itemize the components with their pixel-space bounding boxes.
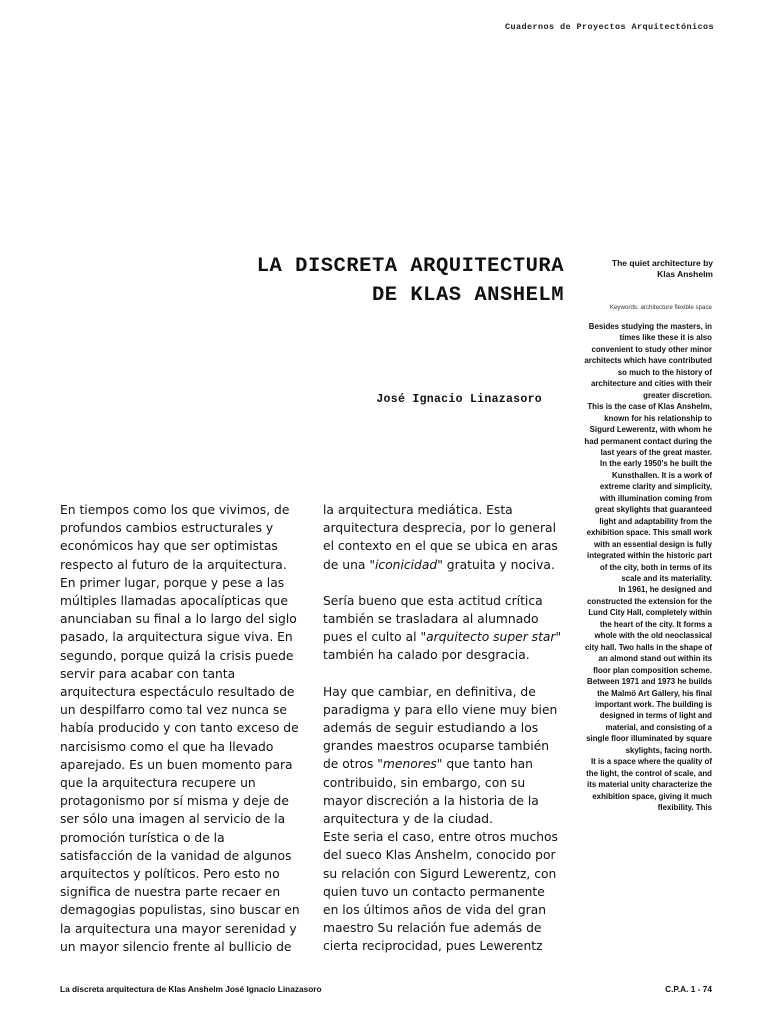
body-paragraph: Sería bueno que esta actitud crítica también se trasladara al alumnado pues el culto al "arquitecto super star" también ha calado por desgracia. [323, 593, 562, 663]
body-paragraph: Hay que cambiar, en definitiva, de paradigma y para ello viene muy bien además de seguir estudiando a los grandes maestros ocuparse también de otros "menores" que tanto han contribuido, sin embargo, con su mayor discreción a la historia de la arquitectura y de la ciudad. [323, 684, 558, 827]
abstract-paragraph: This is the case of Klas Anshelm, known for his relationship to Sigurd Lewerentz, with whom he had permanent contact during the last years of the great master. [584, 402, 712, 457]
article-author: José Ignacio Linazasoro [376, 393, 542, 406]
body-paragraph: la arquitectura mediática. Esta arquitectura desprecia, por lo general el contexto en el que se ubica en aras de una "iconicidad" gratuita y nociva. [323, 503, 558, 572]
english-abstract [582, 321, 712, 813]
body-column-2 [323, 501, 563, 956]
abstract-paragraph: Besides studying the masters, in times like these it is also convenient to study other minor architects which have contributed so much to the history of architecture and cities with their greater discretion. [584, 322, 712, 400]
footer-running-title: La discreta arquitectura de Klas Anshelm José Ignacio Linazasoro [60, 984, 322, 994]
abstract-paragraph: It is a space where the quality of the light, the control of scale, and its material unity characterize the exhibition space, giving it much flexibility. This [586, 757, 712, 813]
article-title [150, 252, 564, 310]
journal-header: Cuadernos de Proyectos Arquitectónicos [504, 22, 714, 32]
abstract-paragraph: In 1961, he designed and constructed the extension for the Lund City Hall, completely within the heart of the city. It forms a whole with the old neoclassical city hall. Two halls in the shape of an almond stand out within its floor plan composition scheme. [584, 585, 712, 675]
body-column-1 [60, 501, 300, 956]
article-title-line-1: LA DISCRETA ARQUITECTURA [256, 255, 564, 278]
article-title-line-2: DE KLAS ANSHELM [371, 284, 564, 307]
page-number: C.P.A. 1 - 74 [665, 984, 712, 994]
keywords: Keywords: architecture flexible space [609, 304, 712, 311]
english-title: The quiet architecture by Klas Anshelm [611, 258, 713, 279]
abstract-paragraph: In the early 1950's he built the Kunsthallen. It is a work of extreme clarity and simplicity, with illumination coming from great skylights that guaranteed light and adaptability from the exhibition space. This small work with an essential design is fully integrated within the historic part of the city, both in terms of its scale and its materiality. [586, 459, 712, 583]
body-paragraph: Este seria el caso, entre otros muchos del sueco Klas Anshelm, conocido por su relación con Sigurd Lewerentz, con quien tuvo un contacto permanente en los últimos años de vida del gran maestro Su relación fue además de cierta reciprocidad, pues Lewerentz [323, 830, 558, 954]
abstract-paragraph: Between 1971 and 1973 he builds the Malmö Art Gallery, his final important work. The building is designed in terms of light and material, and consisting of a single floor illuminated by square skylights, facing north. [586, 677, 712, 755]
body-paragraph: En tiempos como los que vivimos, de profundos cambios estructurales y económicos hay que ser optimistas respecto al futuro de la arquitectura. En primer lugar, porque y pese a las múltiples llamadas apocalípticas que anunciaban su final a lo largo del siglo pasado, la arquitectura sigue viva. En segundo, porque quizá la crisis puede servir para acabar con tanta arquitectura espectáculo resultado de un despilfarro como tal vez nunca se había producido y con tanto exceso de narcisismo como el que ha llevado aparejado. Es un buen momento para que la arquitectura recupere un protagonismo por sí misma y deje de ser sólo una imagen al servicio de la promoción turística o de la satisfacción de la vanidad de algunos arquitectos y políticos. Pero esto no significa de nuestra parte recaer en demagogias populistas, sino buscar en la arquitectura una mayor serenidad y un mayor silencio frente al bullicio de [60, 503, 300, 954]
